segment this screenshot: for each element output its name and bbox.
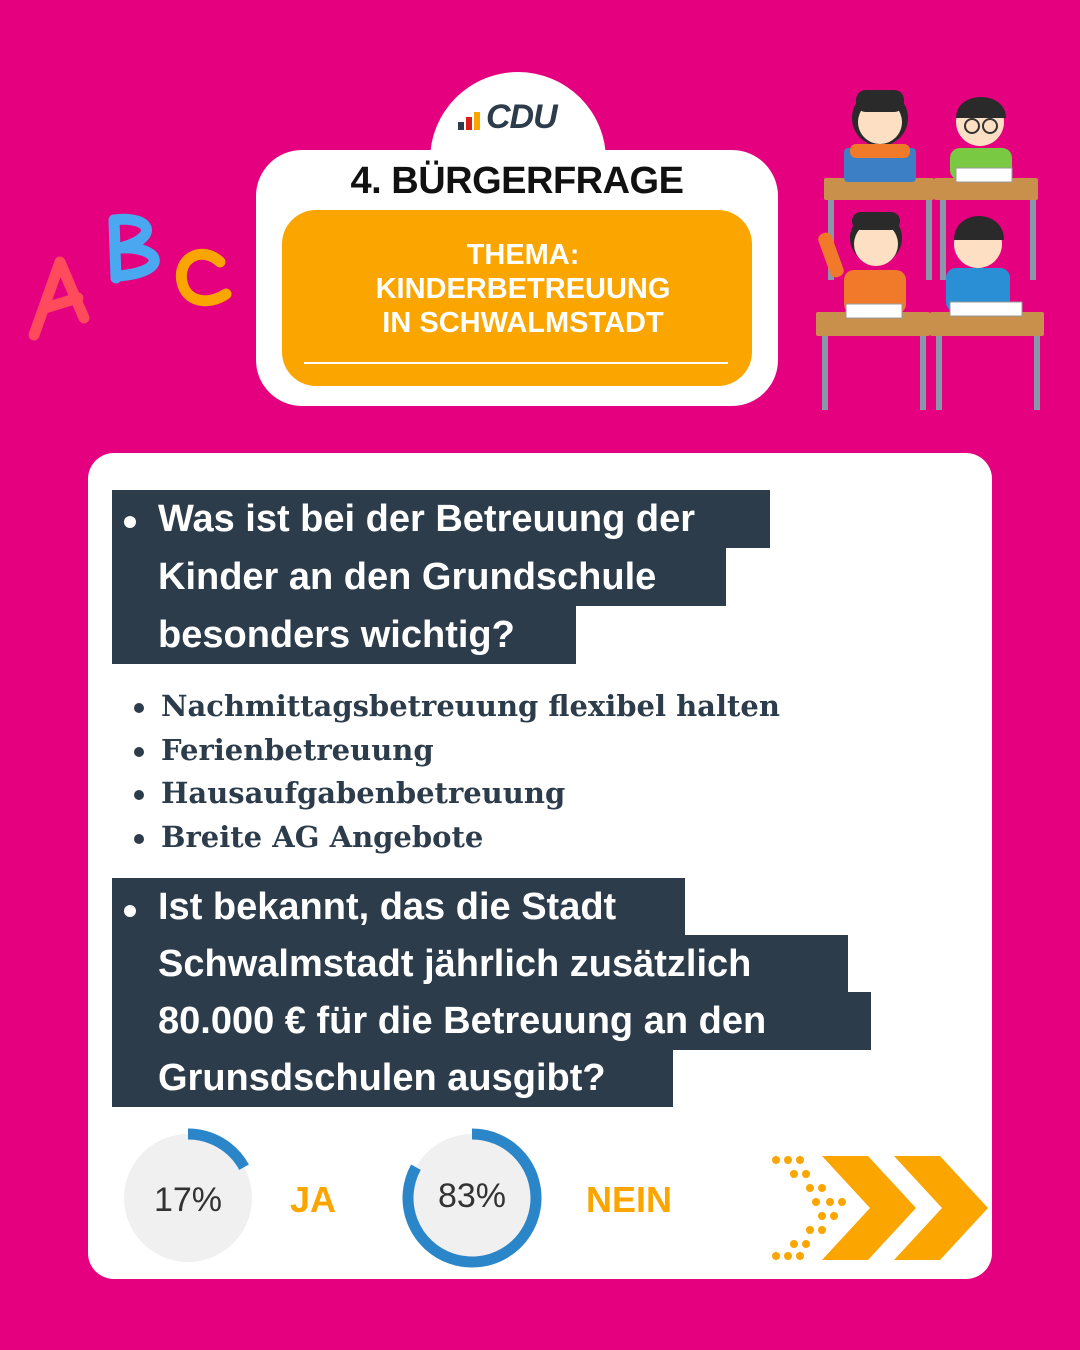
thema-label: THEMA:: [466, 239, 580, 271]
thema-line-2: IN SCHWALMSTADT: [382, 307, 664, 339]
poll-label-nein: NEIN: [586, 1179, 673, 1220]
thema-underline: [304, 362, 728, 364]
question-2-line-3: 80.000 € für die Betreuung an den: [112, 992, 871, 1050]
question-1-line-1: Was ist bei der Betreuung der: [112, 490, 770, 548]
question-2-bullet: [124, 905, 136, 917]
thema-line-1: KINDERBETREUUNG: [375, 273, 671, 305]
cdu-logo-bars: [458, 108, 480, 130]
answer-list: [130, 685, 780, 859]
cdu-logo: [458, 100, 557, 134]
cdu-logo-text: CDU: [486, 98, 557, 136]
answer-item: Ferienbetreuung: [130, 729, 780, 773]
question-1-line-2: Kinder an den Grundschule: [112, 548, 726, 606]
question-2-line-1: Ist bekannt, das die Stadt: [112, 878, 685, 936]
next-arrows-icon[interactable]: [770, 1152, 992, 1264]
answer-item: Hausaufgabenbetreuung: [130, 772, 780, 816]
question-2-line-4: Grunsdschulen ausgibt?: [112, 1049, 673, 1107]
kids-classroom-illustration: [810, 80, 1050, 420]
poll-label-ja: JA: [290, 1179, 337, 1220]
question-1-line-3: besonders wichtig?: [112, 606, 576, 664]
question-1-bullet: [124, 516, 136, 528]
poll-percent-ja: 17%: [153, 1181, 223, 1219]
answer-item: Nachmittagsbetreuung flexibel halten: [130, 685, 780, 729]
question-2-line-2: Schwalmstadt jährlich zusätzlich: [112, 935, 848, 993]
page-title: 4. BÜRGERFRAGE: [350, 160, 684, 202]
poll-percent-nein: 83%: [437, 1177, 507, 1215]
abc-letters-decoration: [12, 210, 242, 360]
thema-text: [282, 238, 764, 340]
answer-item: Breite AG Angebote: [130, 816, 780, 860]
